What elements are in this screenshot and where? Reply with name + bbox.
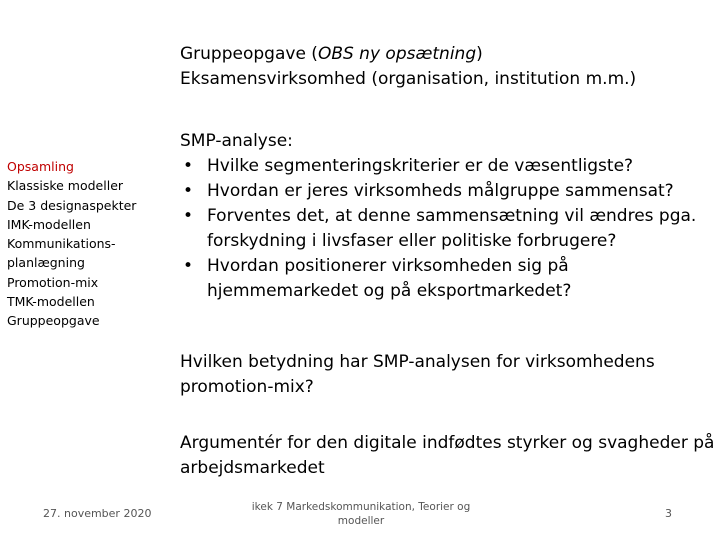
task-prefix: Gruppeopgave ( (180, 44, 318, 64)
task-line-2: Eksamensvirksomhed (organisation, institution m.m.) (180, 69, 637, 89)
bullet-icon: • (183, 181, 194, 201)
smp-block (180, 129, 715, 304)
sidebar (7, 157, 157, 331)
bullet-item (180, 204, 715, 254)
task-block (180, 42, 715, 92)
bullet-icon: • (183, 156, 194, 176)
bullet-item (180, 179, 715, 204)
bullet-text: Hvordan er jeres virksomheds målgruppe sammensat? (207, 181, 674, 201)
bullet-text: Forventes det, at denne sammensætning vil ændres pga. forskydning i livsfaser eller politiske forbrugere? (207, 206, 697, 251)
page-number: 3 (665, 507, 672, 520)
sidebar-item: Kommunikations- (7, 236, 116, 252)
question-promotion-mix: Hvilken betydning har SMP-analysen for virksomhedens promotion-mix? (180, 352, 655, 397)
footer-course-title: ikek 7 Markedskommunikation, Teorier og modeller (251, 501, 471, 527)
sidebar-item: De 3 designaspekter (7, 197, 137, 213)
task-suffix: ) (476, 44, 483, 64)
sidebar-item: IMK-modellen (7, 216, 91, 232)
bullet-icon: • (183, 206, 194, 226)
sidebar-item: Gruppeopgave (7, 313, 100, 329)
sidebar-item: TMK-modellen (7, 294, 95, 310)
question-digital-native: Argumentér for den digitale indfødtes styrker og svagheder på arbejdsmarkedet (180, 433, 715, 478)
sidebar-item: Promotion-mix (7, 274, 99, 290)
sidebar-item: planlægning (7, 255, 85, 271)
sidebar-item: Klassiske modeller (7, 178, 124, 194)
footer-date: 27. november 2020 (43, 507, 152, 520)
smp-bullet-list (180, 154, 715, 304)
bullet-text: Hvilke segmenteringskriterier er de væsentligste? (207, 156, 634, 176)
bullet-item (180, 154, 715, 179)
task-line-1 (180, 42, 715, 67)
smp-title: SMP-analyse: (180, 131, 293, 151)
bullet-icon: • (183, 256, 194, 276)
sidebar-heading: Opsamling (7, 159, 74, 174)
bullet-text: Hvordan positionerer virksomheden sig på hjemmemarkedet og på eksportmarkedet? (207, 256, 572, 301)
task-italic: OBS ny opsætning (317, 44, 477, 64)
bullet-item (180, 254, 715, 304)
